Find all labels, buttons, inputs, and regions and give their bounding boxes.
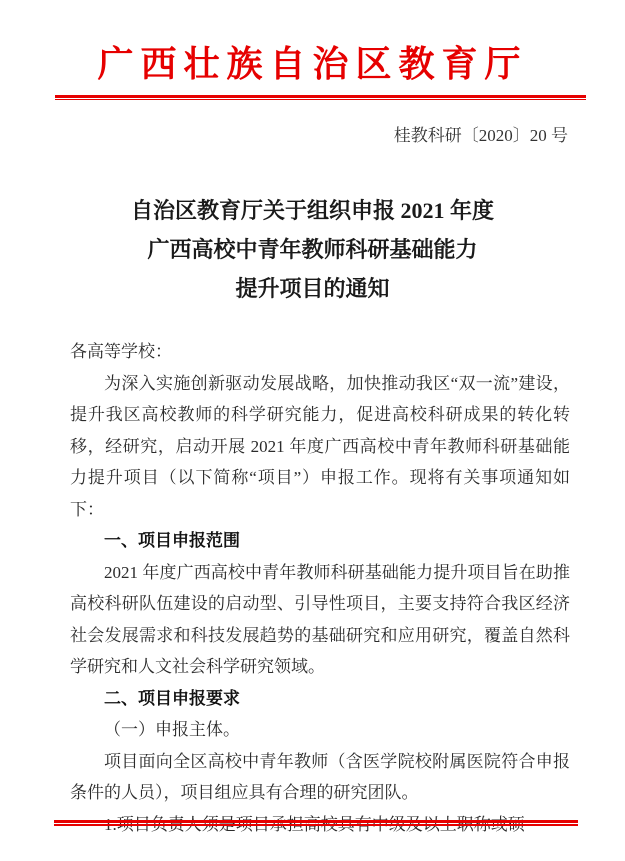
salutation: 各高等学校： (70, 342, 172, 362)
paragraph-subsection-body: 项目面向全区高校中青年教师（含医学院校附属医院符合申报条件的人员），项目组应具有合理的研究团队。 (70, 751, 570, 803)
section-heading-2: 二、项目申报要求 (104, 688, 240, 708)
document-title-line-2: 广西高校中青年教师科研基础能力 (147, 237, 478, 263)
letterhead-rule-thick-line (55, 95, 586, 98)
document-title (0, 191, 625, 308)
bottom-rule-thin-line (54, 824, 578, 826)
document-reference-number: 桂教科研〔2020〕20 号 (393, 126, 568, 146)
document-title-line-3: 提升项目的通知 (235, 276, 390, 302)
bottom-rule-thick-line (54, 820, 578, 823)
section-heading-1: 一、项目申报范围 (104, 531, 240, 551)
document-title-line-1: 自治区教育厅关于组织申报 2021 年度 (130, 198, 494, 224)
letterhead-red-rule (55, 95, 586, 101)
document-body (70, 336, 570, 840)
paragraph-intro: 为深入实施创新驱动发展战略，加快推动我区“双一流”建设，提升我区高校教师的科学研究能力，促进高校科研成果的转化转移，经研究，启动开展 2021 年度广西高校中青年教师科研基础能力提升项目（以下简称“项目”）申报工作。现将有关事项通知如下： (70, 373, 570, 519)
paragraph-subsection-title: （一）申报主体。 (104, 720, 240, 740)
agency-letterhead-title: 广西壮族自治区教育厅 (97, 44, 528, 84)
paragraph-section-1: 2021 年度广西高校中青年教师科研基础能力提升项目旨在助推高校科研队伍建设的启动型、引导性项目，主要支持符合我区经济社会发展需求和科技发展趋势的基础研究和应用研究，覆盖自然科学研究和人文社会科学研究领域。 (70, 562, 570, 677)
letterhead-rule-thin-line (55, 99, 586, 101)
page-bottom-red-rule (54, 820, 578, 826)
